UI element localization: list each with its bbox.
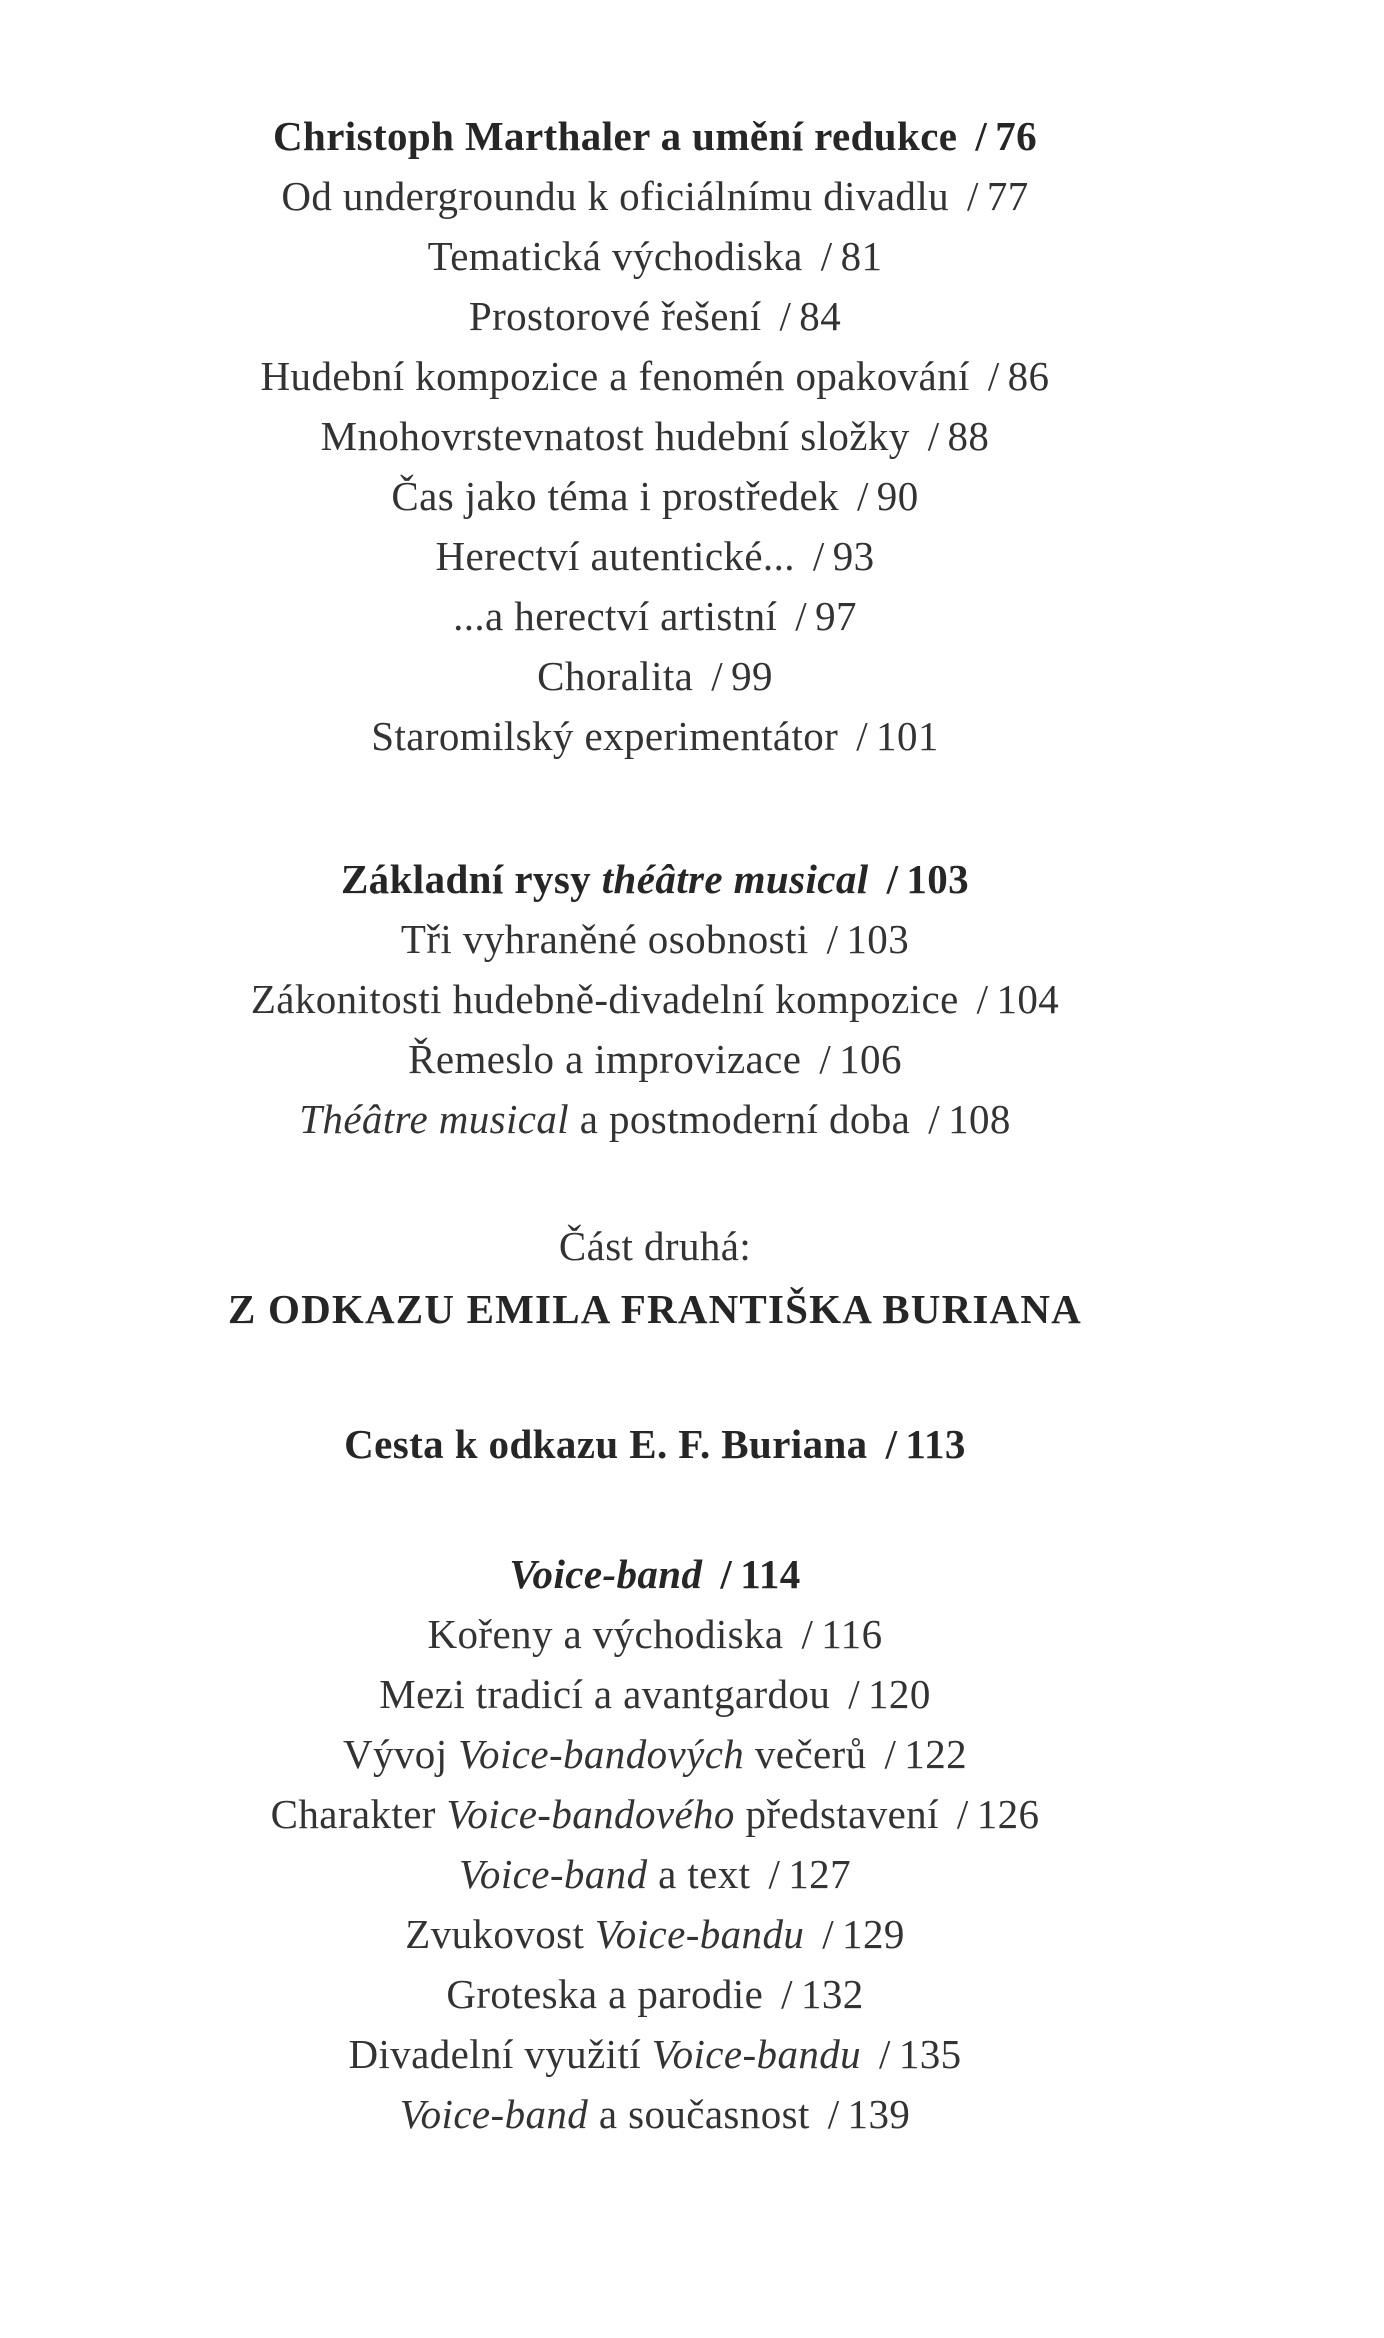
- page-separator: /: [987, 353, 1000, 399]
- entry-text: Staromilský experimentátor: [371, 713, 839, 759]
- toc-heading-cesta: [0, 1420, 1310, 1468]
- page-number: 86: [1007, 353, 1050, 399]
- page-number: 76: [995, 113, 1038, 159]
- toc-entry: [0, 915, 1310, 963]
- page-separator: /: [720, 1551, 733, 1597]
- page-separator: /: [826, 916, 839, 962]
- heading-title-italic: théâtre musical: [601, 856, 869, 902]
- page-separator: /: [857, 473, 869, 519]
- heading-title: Christoph Marthaler a umění redukce: [272, 113, 958, 159]
- entry-text: Tři vyhraněné osobnosti: [400, 916, 809, 962]
- part-label: Část druhá:: [558, 1223, 752, 1269]
- page-number: 101: [876, 713, 939, 759]
- page-separator: /: [975, 113, 988, 159]
- page-number: 122: [904, 1731, 967, 1777]
- page-number: 116: [821, 1611, 883, 1657]
- entry-text-italic: Voice-bandových: [458, 1731, 745, 1777]
- toc-entry: [0, 592, 1310, 640]
- page-separator: /: [886, 856, 899, 902]
- entry-text: Vývoj: [343, 1731, 459, 1777]
- page-number: 103: [846, 916, 910, 962]
- entry-text: Mnohovrstevnatost hudební složky: [320, 413, 910, 459]
- toc-entry-vyvoj: [0, 1730, 1310, 1778]
- entry-text: Zákonitosti hudebně-divadelní kompozice: [250, 976, 959, 1022]
- page-number: 120: [868, 1671, 931, 1717]
- part-title: Z ODKAZU EMILA FRANTIŠKA BURIANA: [228, 1286, 1082, 1332]
- heading-title: Základní rysy: [340, 856, 602, 902]
- entry-text-italic: Théâtre musical: [299, 1096, 570, 1142]
- page-number: 114: [740, 1551, 801, 1597]
- entry-text-italic: Voice-band: [459, 1851, 648, 1897]
- entry-text: Choralita: [537, 653, 694, 699]
- page-separator: /: [801, 1611, 814, 1657]
- page-number: 129: [842, 1911, 905, 1957]
- entry-text: Herectví autentické...: [435, 533, 795, 579]
- toc-entry: [0, 712, 1310, 760]
- entry-text: a postmoderní doba: [569, 1096, 911, 1142]
- page-number: 99: [731, 653, 773, 699]
- toc-entry-zvukovost: [0, 1910, 1310, 1958]
- page-separator: /: [856, 713, 869, 759]
- page-number: 113: [905, 1421, 966, 1467]
- toc-entry-charakter: [0, 1790, 1310, 1838]
- entry-text: Groteska a parodie: [446, 1971, 764, 2017]
- toc-entry: [0, 352, 1310, 400]
- toc-entry-koreny: [0, 1610, 1310, 1658]
- page-number: 93: [832, 533, 875, 579]
- page-separator: /: [927, 413, 940, 459]
- page-separator: /: [781, 1971, 793, 2017]
- entry-text: Prostorové řešení: [468, 293, 762, 339]
- entry-text-italic: Voice-bandu: [651, 2031, 862, 2077]
- entry-text: a současnost: [588, 2091, 810, 2137]
- page-number: 77: [986, 173, 1029, 219]
- toc-entry: [0, 975, 1310, 1023]
- toc-entry: [0, 232, 1310, 280]
- entry-text: Kořeny a východiska: [427, 1611, 784, 1657]
- entry-text: Od undergroundu k oficiálnímu divadlu: [281, 173, 950, 219]
- page-number: 84: [799, 293, 842, 339]
- entry-text: Čas jako téma i prostředek: [391, 473, 839, 519]
- page-number: 126: [976, 1791, 1040, 1837]
- page-separator: /: [884, 1731, 897, 1777]
- toc-entry: [0, 1035, 1310, 1083]
- toc-entry: [0, 472, 1310, 520]
- toc-entry-mezi-tradici: [0, 1670, 1310, 1718]
- page-number: 103: [906, 856, 970, 902]
- page-number: 132: [800, 1971, 864, 2017]
- toc-heading-marthaler: [0, 112, 1310, 160]
- entry-text: Hudební kompozice a fenomén opakování: [260, 353, 970, 399]
- toc-entry: [0, 172, 1310, 220]
- entry-text: večerů: [744, 1731, 867, 1777]
- page-separator: /: [820, 233, 833, 279]
- entry-text: Charakter: [270, 1791, 447, 1837]
- entry-text: a text: [647, 1851, 751, 1897]
- page-separator: /: [795, 593, 808, 639]
- page-separator: /: [928, 1096, 941, 1142]
- entry-text: Mezi tradicí a avantgardou: [379, 1671, 831, 1717]
- page-separator: /: [812, 533, 825, 579]
- page-number: 90: [876, 473, 919, 519]
- page-number: 108: [948, 1096, 1011, 1142]
- page-number: 127: [788, 1851, 851, 1897]
- entry-text: Divadelní využití: [348, 2031, 652, 2077]
- page-number: 104: [996, 976, 1060, 1022]
- page-separator: /: [827, 2091, 840, 2137]
- toc-entry-theatre-musical-postmodern: [0, 1095, 1310, 1143]
- toc-heading-theatre-musical: [0, 855, 1310, 903]
- entry-text: ...a herectví artistní: [453, 593, 778, 639]
- entry-text-italic: Voice-band: [399, 2091, 589, 2137]
- toc-entry: [0, 412, 1310, 460]
- page-number: 139: [847, 2091, 911, 2137]
- heading-title-italic: Voice-band: [509, 1551, 703, 1597]
- toc-entry-soucasnost: [0, 2090, 1310, 2138]
- toc-entry: [0, 652, 1310, 700]
- page-separator: /: [967, 173, 979, 219]
- toc-entry: [0, 292, 1310, 340]
- page-separator: /: [848, 1671, 861, 1717]
- entry-text: Zvukovost: [405, 1911, 595, 1957]
- entry-text: Tematická východiska: [427, 233, 803, 279]
- page-number: 88: [947, 413, 990, 459]
- page-separator: /: [768, 1851, 781, 1897]
- page-number: 106: [839, 1036, 902, 1082]
- page-number: 135: [898, 2031, 962, 2077]
- toc-entry-groteska: [0, 1970, 1310, 2018]
- page-separator: /: [956, 1791, 969, 1837]
- page-number: 97: [815, 593, 857, 639]
- page-separator: /: [779, 293, 792, 339]
- heading-title: Cesta k odkazu E. F. Buriana: [344, 1421, 868, 1467]
- entry-text-italic: Voice-bandového: [446, 1791, 735, 1837]
- entry-text: představení: [734, 1791, 939, 1837]
- entry-text-italic: Voice-bandu: [594, 1911, 805, 1957]
- toc-entry-voice-band-text: [0, 1850, 1310, 1898]
- page-separator: /: [819, 1036, 832, 1082]
- entry-text: Řemeslo a improvizace: [408, 1036, 802, 1082]
- page-number: 81: [840, 233, 883, 279]
- toc-entry: [0, 532, 1310, 580]
- toc-heading-voice-band: [0, 1550, 1310, 1598]
- page-separator: /: [822, 1911, 835, 1957]
- toc-entry-divadelni-vyuziti: [0, 2030, 1310, 2078]
- page-separator: /: [711, 653, 724, 699]
- page-separator: /: [885, 1421, 898, 1467]
- page-separator: /: [976, 976, 989, 1022]
- page-separator: /: [879, 2031, 891, 2077]
